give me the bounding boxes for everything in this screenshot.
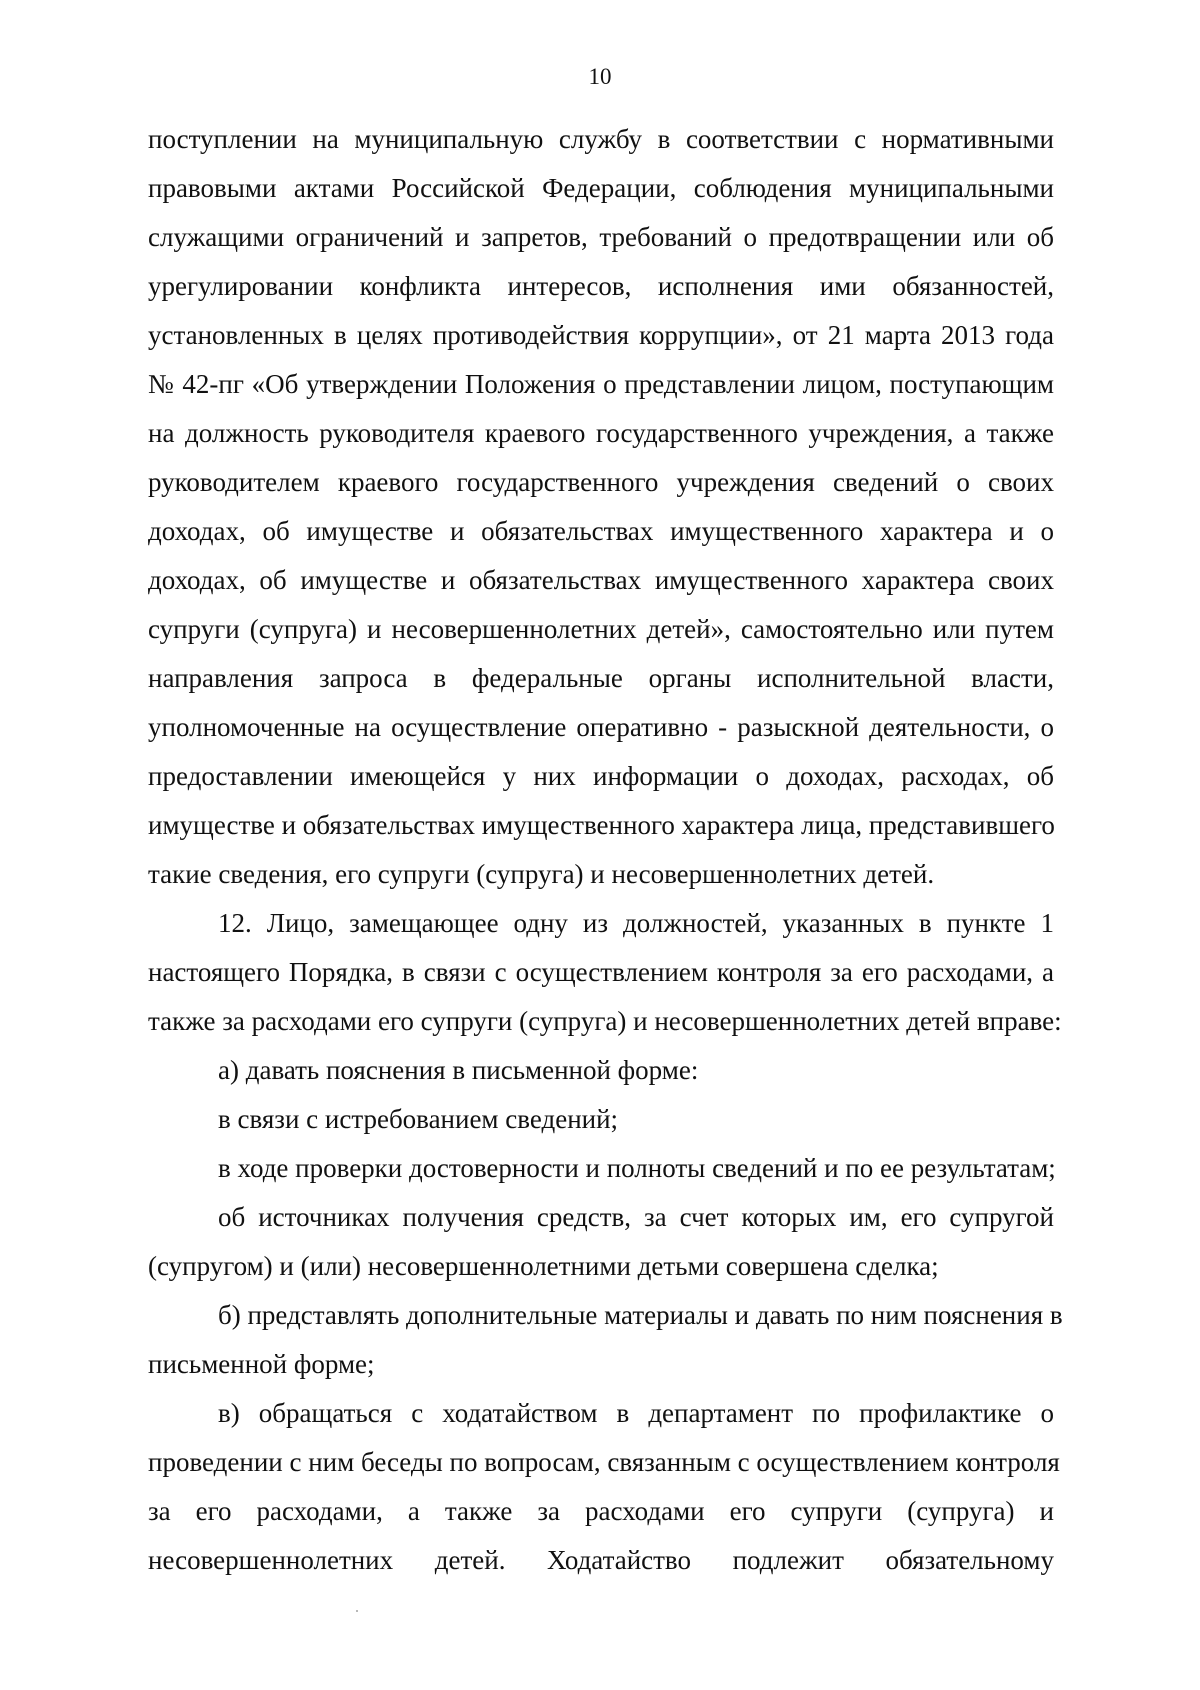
scan-artifact	[356, 1610, 358, 1612]
text-line: направления запроса в федеральные органы исполнительной власти,	[148, 663, 1054, 693]
text-line: также за расходами его супруги (супруга) и несовершеннолетних детей вправе:	[148, 1006, 1062, 1036]
text-line: такие сведения, его супруги (супруга) и несовершеннолетних детей.	[148, 859, 935, 889]
text-line: служащими ограничений и запретов, требований о предотвращении или об	[148, 222, 1054, 252]
text-line: доходах, об имуществе и обязательствах имущественного характера и о	[148, 516, 1054, 546]
text-line: (супругом) и (или) несовершеннолетними детьми совершена сделка;	[148, 1251, 939, 1281]
document-body	[148, 115, 1063, 1585]
paragraph-subitem-b	[148, 1291, 1063, 1389]
text-line: супруги (супруга) и несовершеннолетних детей», самостоятельно или путем	[148, 614, 1054, 644]
text-line: предоставлении имеющейся у них информации о доходах, расходах, об	[148, 761, 1054, 791]
text-line: за его расходами, а также за расходами его супруги (супруга) и	[148, 1496, 1054, 1526]
paragraph-continuation	[148, 115, 1054, 899]
paragraph-subitem-a-3	[148, 1193, 1054, 1291]
text-line: настоящего Порядка, в связи с осуществлением контроля за его расходами, а	[148, 957, 1054, 987]
paragraph-item-12	[148, 899, 1062, 1046]
text-line: на должность руководителя краевого государственного учреждения, а также	[148, 418, 1054, 448]
paragraph-subitem-a-1	[148, 1095, 1054, 1144]
text-line: доходах, об имуществе и обязательствах имущественного характера своих	[148, 565, 1054, 595]
text-line: письменной форме;	[148, 1349, 375, 1379]
paragraph-subitem-a-2	[148, 1144, 1054, 1193]
text-line: проведении с ним беседы по вопросам, связанным с осуществлением контроля	[148, 1447, 1060, 1477]
text-line: а) давать пояснения в письменной форме:	[218, 1055, 699, 1085]
text-line: 12. Лицо, замещающее одну из должностей, указанных в пункте 1	[218, 908, 1054, 938]
paragraph-subitem-a	[148, 1046, 1054, 1095]
text-line: поступлении на муниципальную службу в соответствии с нормативными	[148, 124, 1054, 154]
text-line: в) обращаться с ходатайством в департамент по профилактике о	[218, 1398, 1054, 1428]
text-line: б) представлять дополнительные материалы и давать по ним пояснения в	[218, 1300, 1063, 1330]
text-line: об источниках получения средств, за счет которых им, его супругой	[218, 1202, 1054, 1232]
text-line: руководителем краевого государственного учреждения сведений о своих	[148, 467, 1054, 497]
text-line: уполномоченные на осуществление оперативно - разыскной деятельности, о	[148, 712, 1054, 742]
text-line: установленных в целях противодействия коррупции», от 21 марта 2013 года	[148, 320, 1054, 350]
text-line: урегулировании конфликта интересов, исполнения ими обязанностей,	[148, 271, 1054, 301]
text-line: правовыми актами Российской Федерации, соблюдения муниципальными	[148, 173, 1054, 203]
text-line: несовершеннолетних детей. Ходатайство подлежит обязательному	[148, 1545, 1054, 1575]
text-line: № 42-пг «Об утверждении Положения о представлении лицом, поступающим	[148, 369, 1054, 399]
text-line: в ходе проверки достоверности и полноты сведений и по ее результатам;	[218, 1153, 1056, 1183]
text-line: в связи с истребованием сведений;	[218, 1104, 619, 1134]
paragraph-subitem-v	[148, 1389, 1060, 1585]
page-number: 10	[588, 64, 612, 89]
text-line: имуществе и обязательствах имущественного характера лица, представившего	[148, 810, 1055, 840]
